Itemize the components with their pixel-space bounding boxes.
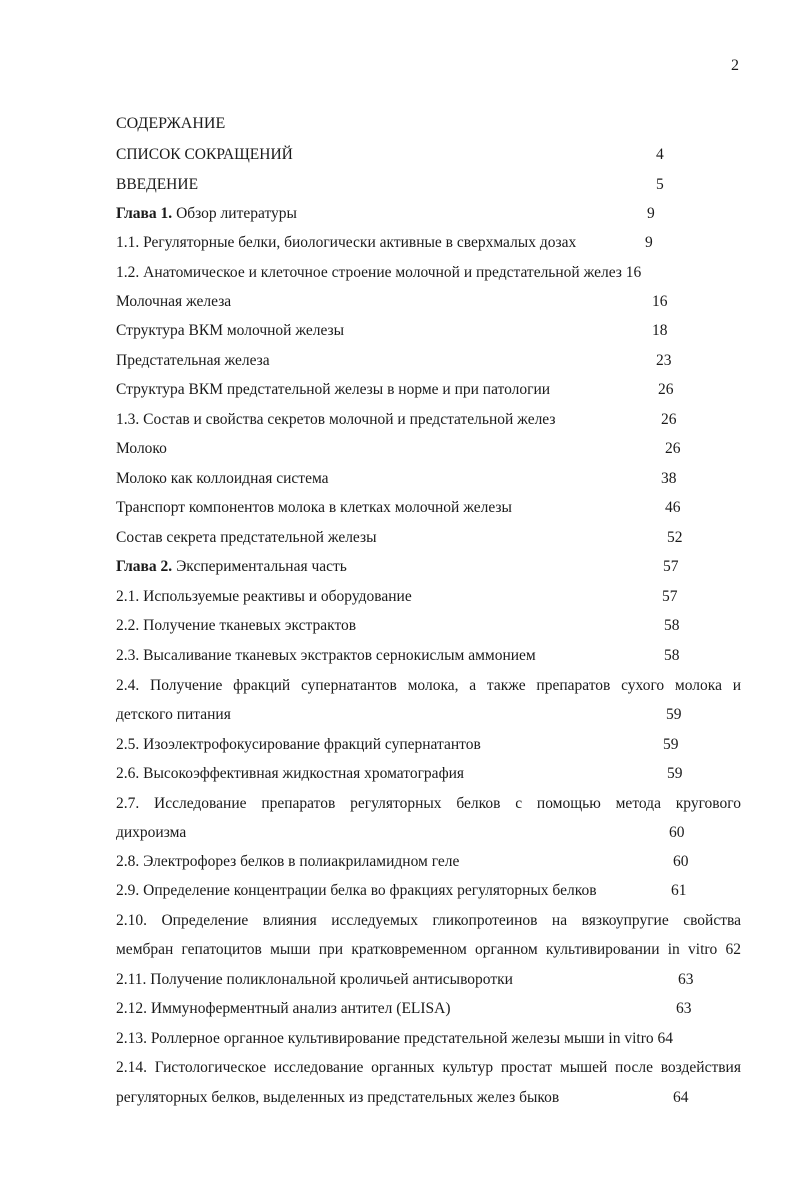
toc-entry-page: 60 [673,853,689,870]
toc-entry-title [116,1058,741,1078]
toc-entry-text: 2.14. Гистологическое исследование органных культур простат мышей после воздействия [116,1059,741,1076]
toc-entry-text: мембран гепатоцитов мыши при кратковременном органном культивировании in vitro 62 [116,941,741,958]
toc-entry-text: 2.8. Электрофорез белков в полиакриламидном геле [116,853,460,870]
toc-entry-title [116,1088,559,1108]
toc-entry-text: 2.9. Определение концентрации белка во фракциях регуляторных белков [116,882,597,899]
toc-entry-page: 60 [669,824,685,841]
toc-entry-text: регуляторных белков, выделенных из предстательных желез быков [116,1089,560,1106]
toc-entry-title [116,410,556,430]
toc-entry-text: 2.10. Определение влияния исследуемых гликопротеинов на вязкоупругие свойства [116,912,741,929]
toc-entry-title [116,735,481,755]
toc-entry-page: 9 [645,234,653,251]
toc-entry-page: 59 [666,706,682,723]
toc-entry-text: Экспериментальная часть [172,558,347,575]
toc-entry-title [116,498,512,518]
toc-entry-text: Транспорт компонентов молока в клетках молочной железы [116,499,512,516]
toc-entry-text: дихроизма [116,824,187,841]
toc-entry-title [116,469,329,489]
toc-entry-text: 2.4. Получение фракций супернатантов молока, а также препаратов сухого молока и [116,677,741,694]
toc-entry-text: 2.6. Высокоэффективная жидкостная хроматография [116,765,465,782]
toc-entry-page: 61 [671,882,687,899]
toc-entry-page: 4 [656,146,664,163]
toc-entry-text: ВВЕДЕНИЕ [116,176,199,193]
toc-entry-page: 18 [652,322,668,339]
toc-entry-page: 52 [667,529,683,546]
toc-entry-page: 63 [676,1000,692,1017]
toc-entry-text: Молоко как коллоидная система [116,470,329,487]
page-number: 2 [731,57,739,74]
toc-entry-text: Предстательная железа [116,352,270,369]
toc-heading: СОДЕРЖАНИЕ [116,115,226,132]
toc-entry-page: 58 [664,647,680,664]
toc-entry-title [116,439,167,459]
toc-entry-page: 59 [667,765,683,782]
toc-entry-title [116,852,459,872]
toc-entry-text: 2.5. Изоэлектрофокусирование фракций супернатантов [116,736,481,753]
toc-entry-page: 57 [662,588,678,605]
toc-entry-title [116,175,198,195]
toc-entry-page: 26 [661,411,677,428]
toc-entry-title [116,1029,673,1049]
toc-entry-title [116,263,641,283]
toc-entry-page: 57 [663,558,679,575]
toc-entry-text: 2.13. Роллерное органное культивирование предстательной железы мыши in vitro 64 [116,1030,673,1047]
toc-entry-page: 16 [652,293,668,310]
toc-entry-title [116,380,550,400]
toc-entry-text: 2.1. Используемые реактивы и оборудование [116,588,412,605]
toc-entry-page: 23 [656,352,672,369]
toc-entry-title [116,970,513,990]
toc-entry-page: 9 [647,205,655,222]
toc-entry-text: 2.7. Исследование препаратов регуляторных белков с помощью метода кругового [116,795,741,812]
toc-entry-page: 58 [664,617,680,634]
toc-entry-page: 46 [665,499,681,516]
toc-entry-text: Состав секрета предстательной железы [116,529,377,546]
toc-entry-page: 63 [678,971,694,988]
toc-entry-title [116,881,597,901]
toc-entry-page: 26 [665,440,681,457]
toc-entry-title [116,911,741,931]
toc-entry-text: Структура ВКМ предстательной железы в норме и при патологии [116,381,551,398]
toc-entry-title [116,204,297,224]
toc-entry-text: 2.2. Получение тканевых экстрактов [116,617,357,634]
toc-entry-title [116,616,356,636]
toc-entry-text: Структура ВКМ молочной железы [116,322,345,339]
toc-entry-title [116,321,344,341]
toc-entry-text: СПИСОК СОКРАЩЕНИЙ [116,146,293,163]
toc-entry-title [116,351,270,371]
toc-entry-text: 1.1. Регуляторные белки, биологически активные в сверхмалых дозах [116,234,577,251]
toc-entry-title [116,764,464,784]
toc-entry-page: 26 [658,381,674,398]
toc-entry-title [116,233,576,253]
toc-entry-title [116,705,231,725]
toc-entry-text: 2.3. Высаливание тканевых экстрактов сернокислым аммонием [116,647,536,664]
toc-entry-page: 64 [673,1089,689,1106]
toc-entry-text: 1.3. Состав и свойства секретов молочной и предстательной желез [116,411,556,428]
toc-entry-text: 1.2. Анатомическое и клеточное строение молочной и предстательной желез 16 [116,264,642,281]
toc-entry-page: 5 [656,176,664,193]
toc-entry-title [116,940,741,960]
toc-entry-text: 2.12. Иммуноферментный анализ антител (ELISA) [116,1000,451,1017]
toc-entry-text: Молочная железа [116,293,232,310]
toc-entry-title [116,557,347,577]
toc-entry-text: детского питания [116,706,231,723]
toc-entry-text: Молоко [116,440,167,457]
toc-entry-title [116,676,741,696]
toc-entry-page: 59 [663,736,679,753]
toc-entry-title [116,999,451,1019]
chapter-label: Глава 1. [116,205,173,222]
toc-entry-text: Обзор литературы [172,205,297,222]
toc-entry-page: 38 [661,470,677,487]
toc-entry-title [116,646,536,666]
toc-entry-title [116,794,741,814]
toc-entry-title [116,292,231,312]
toc-entry-text: 2.11. Получение поликлональной кроличьей антисыворотки [116,971,513,988]
toc-entry-title [116,587,412,607]
toc-entry-title [116,145,293,165]
toc-entry-title [116,823,186,843]
toc-entry-title [116,528,377,548]
chapter-label: Глава 2. [116,558,173,575]
